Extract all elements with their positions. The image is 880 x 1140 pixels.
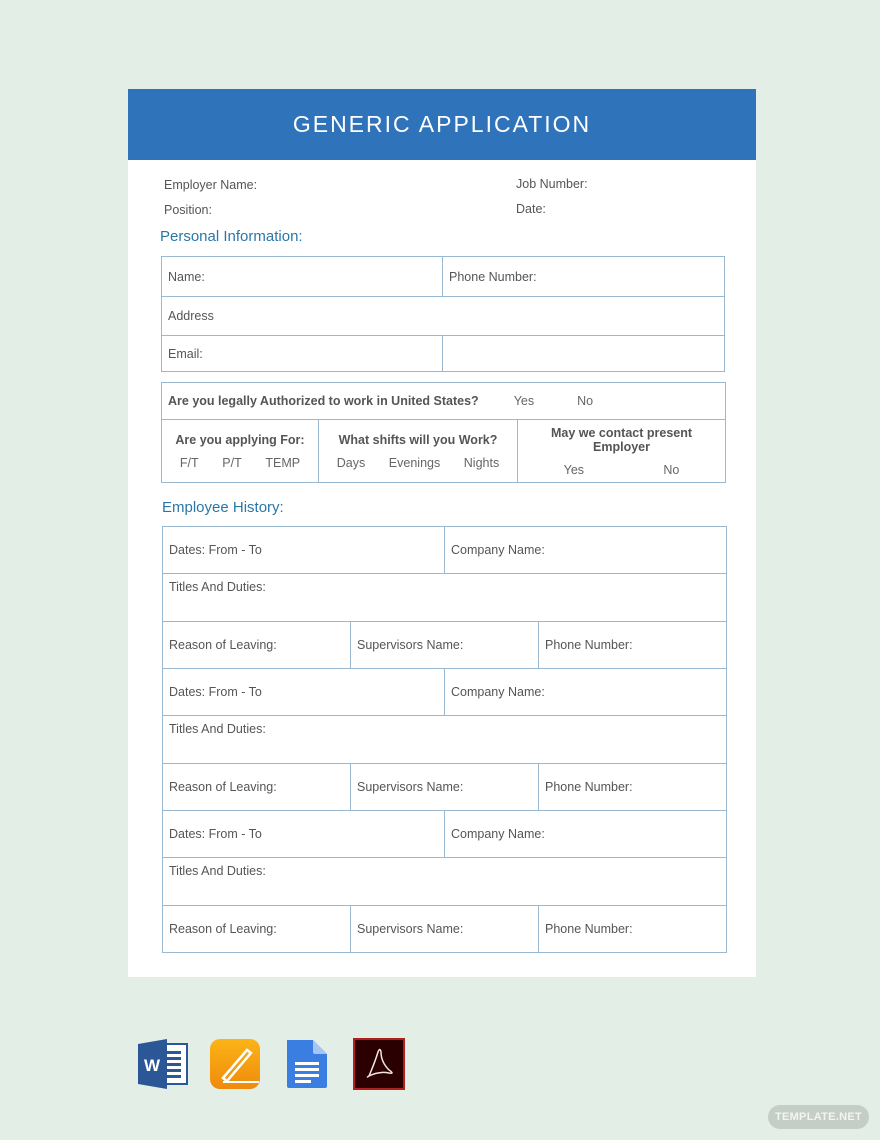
svg-text:W: W xyxy=(143,1056,161,1075)
employee-history-table xyxy=(162,526,727,953)
contact-employer-cell xyxy=(518,420,726,483)
contact-employer-question: May we contact present Employer xyxy=(551,425,693,454)
titles-duties-field[interactable]: Titles And Duties: xyxy=(163,858,727,906)
application-form-page xyxy=(128,89,756,977)
authorization-yes-option[interactable]: Yes xyxy=(513,394,535,408)
apple-pages-icon[interactable] xyxy=(209,1038,261,1090)
option-temp[interactable]: TEMP xyxy=(265,455,301,470)
contact-yes-option[interactable]: Yes xyxy=(563,462,585,477)
applying-for-question: Are you applying For: xyxy=(175,432,305,447)
option-evenings[interactable]: Evenings xyxy=(388,455,441,470)
adobe-acrobat-icon[interactable] xyxy=(353,1038,405,1090)
reason-leaving-field[interactable]: Reason of Leaving: xyxy=(163,906,351,953)
option-part-time[interactable]: P/T xyxy=(222,455,242,470)
option-full-time[interactable]: F/T xyxy=(179,455,199,470)
supervisor-name-field[interactable]: Supervisors Name: xyxy=(351,622,539,669)
template-net-watermark: TEMPLATE.NET xyxy=(768,1105,869,1129)
contact-no-option[interactable]: No xyxy=(663,462,680,477)
supervisor-name-field[interactable]: Supervisors Name: xyxy=(351,764,539,811)
position-label: Position: xyxy=(164,203,212,217)
google-docs-icon[interactable] xyxy=(281,1038,333,1090)
form-title: GENERIC APPLICATION xyxy=(292,111,592,137)
company-name-field[interactable]: Company Name: xyxy=(445,527,727,574)
employee-history-heading: Employee History: xyxy=(162,499,284,516)
authorization-question: Are you legally Authorized to work in United States? xyxy=(168,394,479,408)
address-field[interactable]: Address xyxy=(162,297,725,336)
job-number-label: Job Number: xyxy=(516,177,588,191)
email-field[interactable]: Email: xyxy=(162,336,443,372)
company-name-field[interactable]: Company Name: xyxy=(445,669,727,716)
microsoft-word-icon[interactable] xyxy=(137,1038,189,1090)
date-label: Date: xyxy=(516,202,546,216)
dates-field[interactable]: Dates: From - To xyxy=(163,527,445,574)
authorization-no-option[interactable]: No xyxy=(577,394,594,408)
titles-duties-field[interactable]: Titles And Duties: xyxy=(163,716,727,764)
authorization-row xyxy=(162,383,726,420)
company-name-field[interactable]: Company Name: xyxy=(445,811,727,858)
shifts-cell xyxy=(319,420,518,483)
phone-number-field[interactable]: Phone Number: xyxy=(443,257,725,297)
reason-leaving-field[interactable]: Reason of Leaving: xyxy=(163,622,351,669)
personal-information-heading: Personal Information: xyxy=(160,228,303,245)
title-banner xyxy=(128,89,756,160)
supervisor-phone-field[interactable]: Phone Number: xyxy=(539,906,727,953)
work-questions-table xyxy=(161,382,726,483)
supervisor-name-field[interactable]: Supervisors Name: xyxy=(351,906,539,953)
dates-field[interactable]: Dates: From - To xyxy=(163,669,445,716)
personal-info-table xyxy=(161,256,725,372)
email-value-field[interactable] xyxy=(443,336,725,372)
supervisor-phone-field[interactable]: Phone Number: xyxy=(539,622,727,669)
employer-name-label: Employer Name: xyxy=(164,178,258,192)
name-field[interactable]: Name: xyxy=(162,257,443,297)
shifts-question: What shifts will you Work? xyxy=(338,432,498,447)
applying-for-cell xyxy=(162,420,319,483)
dates-field[interactable]: Dates: From - To xyxy=(163,811,445,858)
titles-duties-field[interactable]: Titles And Duties: xyxy=(163,574,727,622)
format-icons xyxy=(137,1038,405,1090)
option-days[interactable]: Days xyxy=(336,455,366,470)
option-nights[interactable]: Nights xyxy=(463,455,500,470)
supervisor-phone-field[interactable]: Phone Number: xyxy=(539,764,727,811)
reason-leaving-field[interactable]: Reason of Leaving: xyxy=(163,764,351,811)
